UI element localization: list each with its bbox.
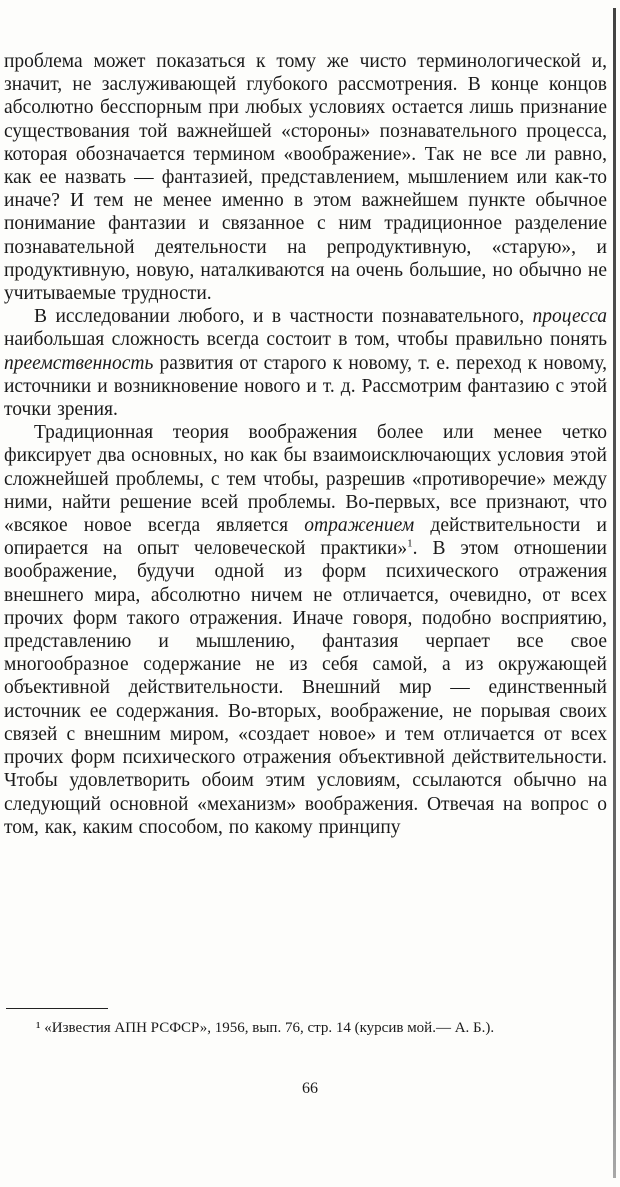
footnote-separator [6,1008,108,1009]
page-edge-shadow [613,8,616,1178]
page-number: 66 [302,1080,318,1097]
italic-term: отражением [304,515,415,537]
italic-term: процесса [532,306,607,328]
italic-term: преемственность [4,352,154,374]
paragraph [4,50,607,305]
main-text [4,50,607,839]
text-run: . В этом отношении воображение, будучи одной из форм психического отражения внешнего мира, абсолютно ничем не отличается, очевидно, от всех прочих форм такого отражения. Иначе говоря, подобно восприятию, представлению и мышлению, фантазия черпает все свое многообразное содержание не из себя самой, а из окружающей объективной действительности. Внешний мир — единственный источник ее содержания. Во-вторых, воображение, не порывая своих связей с внешним миром, «создает новое» и тем отличается от всех прочих форм психического отражения объективной действительности. Чтобы удовлетворить обоим этим условиям, ссылаются обычно на следующий основной «механизм» воображения. Отвечая на вопрос о том, как, каким способом, по какому принципу [4,538,607,838]
paragraph [4,305,607,421]
footnote-ref: 1 [407,537,413,550]
footnote: ¹ «Известия АПН РСФСР», 1956, вып. 76, стр. 14 (курсив мой.— А. Б.). [36,1020,495,1036]
text-run: действительности и опирается на опыт человеческой практики» [4,515,607,560]
text-run: наибольшая сложность всегда состоит в том, чтобы правильно понять [4,329,607,351]
paragraph [4,421,607,839]
text-run: развития от старого к новому, т. е. переход к новому, источники и возникновение нового и т. д. Рассмотрим фантазию с этой точки зрения. [4,352,607,421]
text-run: В исследовании любого, и в частности познавательного, [34,306,533,328]
text-run: проблема может показаться к тому же чисто терминологической и, значит, не заслуживающей глубокого рассмотрения. В конце концов абсолютно бесспорным при любых условиях остается лишь признание существования той важнейшей «стороны» познавательного процесса, которая обозначается термином «воображение». Так не все ли равно, как ее назвать — фантазией, представлением, мышлением или как-то иначе? И тем не менее именно в этом важнейшем пункте обычное понимание фантазии и связанное с ним традиционное разделение познавательной деятельности на репродуктивную, «старую», и продуктивную, новую, наталкиваются на очень большие, но обычно не учитываемые трудности. [4,51,607,305]
text-run: Традиционная теория воображения более или менее четко фиксирует два основных, но как бы взаимоисключающих условия этой сложнейшей проблемы, с тем чтобы, разрешив «противоречие» между ними, найти решение всей проблемы. Во-первых, все признают, что «всякое новое всегда является [4,422,607,537]
